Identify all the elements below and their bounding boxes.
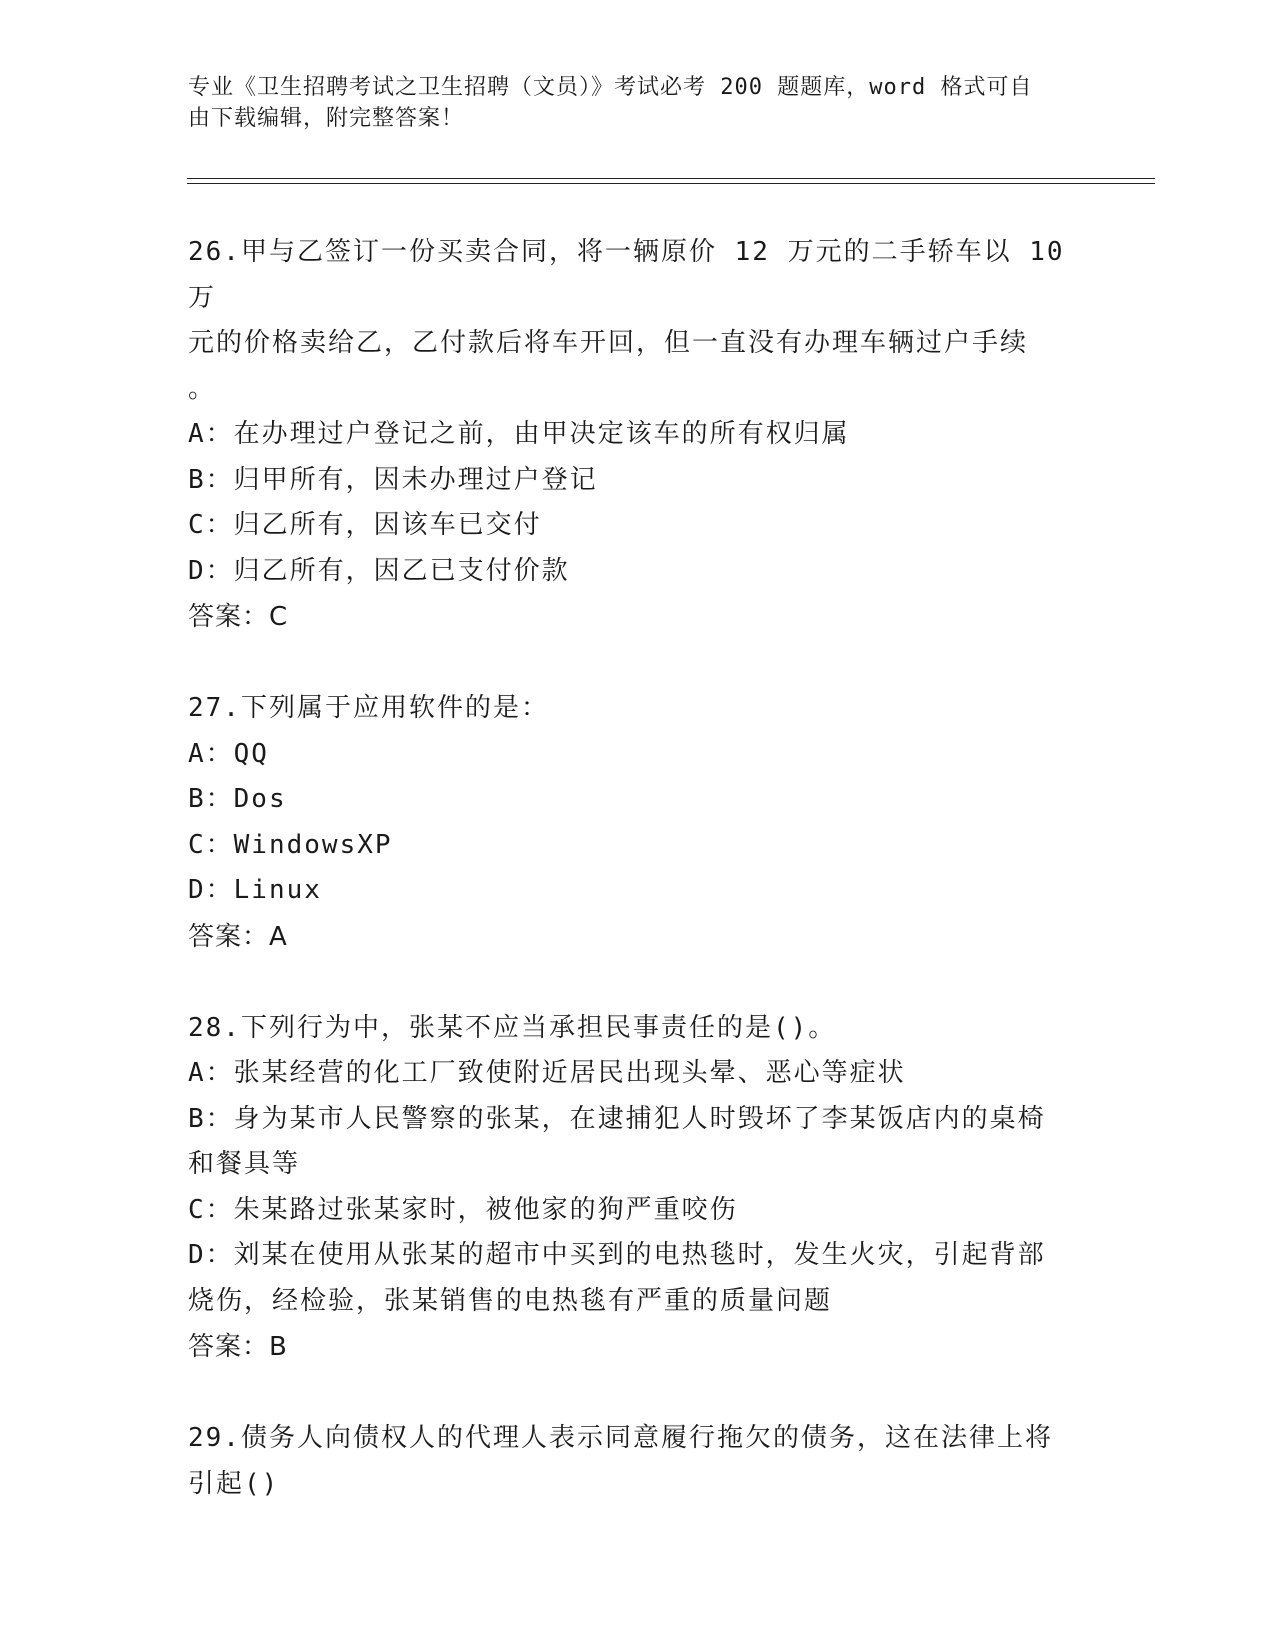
header-divider-bottom — [187, 183, 1155, 184]
option-a: A：QQ — [188, 738, 269, 769]
question-stem — [188, 686, 1088, 732]
question-stem — [188, 230, 1088, 412]
option-c: C：朱某路过张某家时，被他家的狗严重咬伤 — [188, 1194, 738, 1225]
option-d-continued: 烧伤，经检验，张某销售的电热毯有严重的质量问题 — [188, 1285, 833, 1316]
answer-line: 答案：B — [188, 1332, 288, 1362]
question-stem — [188, 1416, 1088, 1507]
header-line-1: 专业《卫生招聘考试之卫生招聘（文员）》考试必考 200 题题库，word 格式可自 — [188, 75, 1033, 100]
stem-line: 。 — [188, 373, 217, 404]
header-divider-top — [187, 178, 1155, 179]
question-item — [188, 686, 1088, 960]
question-stem — [188, 1006, 1088, 1052]
stem-line: 26.甲与乙签订一份买卖合同，将一辆原价 12 万元的二手轿车以 10 万 — [188, 237, 1083, 313]
answer-line: 答案：C — [188, 602, 289, 632]
question-list — [188, 230, 1088, 1553]
stem-line: 28.下列行为中，张某不应当承担民事责任的是()。 — [188, 1012, 837, 1043]
option-c: C：归乙所有，因该车已交付 — [188, 510, 542, 540]
option-d: D：刘某在使用从张某的超市中买到的电热毯时，发生火灾，引起背部 — [188, 1240, 1046, 1270]
option-b: B：归甲所有，因未办理过户登记 — [188, 464, 598, 495]
header-line-2: 由下载编辑，附完整答案！ — [188, 106, 465, 131]
stem-line: 29.债务人向债权人的代理人表示同意履行拖欠的债务，这在法律上将 — [188, 1423, 1053, 1453]
option-a: A：张某经营的化工厂致使附近居民出现头晕、恶心等症状 — [188, 1058, 906, 1088]
document-header — [188, 72, 1088, 134]
stem-line: 元的价格卖给乙，乙付款后将车开回，但一直没有办理车辆过户手续 — [188, 328, 1029, 358]
option-b: B：Dos — [188, 784, 287, 814]
answer-line: 答案：A — [188, 921, 288, 952]
question-item — [188, 1006, 1088, 1371]
option-b: B：身为某市人民警察的张某，在逮捕犯人时毁坏了李某饭店内的桌椅 — [188, 1103, 1046, 1134]
question-item — [188, 230, 1088, 640]
question-item — [188, 1416, 1088, 1507]
option-d: D：Linux — [188, 875, 322, 905]
stem-line: 引起() — [188, 1468, 280, 1499]
option-b-continued: 和餐具等 — [188, 1149, 301, 1179]
stem-line: 27.下列属于应用软件的是： — [188, 693, 549, 723]
option-a: A：在办理过户登记之前，由甲决定该车的所有权归属 — [188, 419, 850, 449]
option-d: D：归乙所有，因乙已支付价款 — [188, 555, 570, 586]
option-c: C：WindowsXP — [188, 829, 393, 860]
